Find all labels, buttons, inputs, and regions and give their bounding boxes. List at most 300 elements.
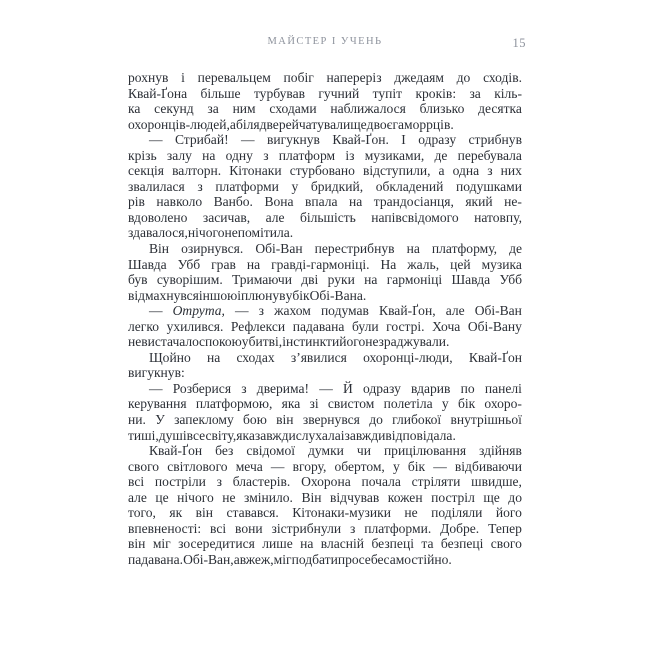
word: з <box>350 520 356 536</box>
word: швидше, <box>471 474 522 490</box>
word: відповідала. <box>385 427 456 443</box>
word: битві, <box>248 334 283 350</box>
word: Обі-Ван, <box>183 551 234 567</box>
word: впала <box>305 194 338 210</box>
word: перебувала <box>457 147 522 163</box>
word: рів <box>128 194 145 210</box>
word: але <box>265 209 285 225</box>
word: спокою <box>198 334 242 350</box>
word: у <box>291 178 299 194</box>
word: — <box>270 458 285 474</box>
word: де <box>434 147 448 163</box>
word: гаморрців. <box>392 116 454 132</box>
word: на <box>364 272 378 288</box>
word: десятка <box>478 101 522 117</box>
word: — <box>319 380 333 396</box>
text-line <box>128 459 522 475</box>
word: здавалося, <box>128 225 188 241</box>
word: гострі. <box>386 318 425 334</box>
word: гучний <box>318 85 360 101</box>
text-line <box>128 412 522 428</box>
word: свистом <box>327 396 375 412</box>
word: з <box>216 474 222 490</box>
word: без <box>215 443 234 459</box>
word: почала <box>361 474 401 490</box>
word: охоронці-люди, <box>363 349 453 365</box>
word: Тепер <box>488 520 522 536</box>
word: одразу <box>418 132 457 148</box>
word: його <box>339 334 366 350</box>
word: відступили, <box>362 163 431 179</box>
word: з <box>197 178 203 194</box>
word: свідомої <box>246 443 296 459</box>
word: який <box>465 194 493 210</box>
word: вони <box>235 520 263 536</box>
word: власній <box>320 536 365 552</box>
word: як <box>169 505 183 521</box>
text-line <box>128 179 522 195</box>
word: навколо <box>156 194 203 210</box>
word: чи <box>356 443 371 459</box>
word: платформ <box>278 147 336 163</box>
text-line <box>128 381 522 397</box>
word: думки <box>308 443 344 459</box>
word: Шавда <box>451 272 491 288</box>
word: наближалося <box>330 101 406 117</box>
word: поділяли <box>431 505 483 521</box>
word: Квай-Ґона <box>128 85 188 101</box>
word: турбував <box>253 85 306 101</box>
text-line <box>128 210 522 226</box>
word: по <box>460 380 475 396</box>
word: Добре. <box>440 520 480 536</box>
word: вистачало <box>141 334 199 350</box>
word: полетіла <box>383 396 433 412</box>
word: залу <box>166 147 192 163</box>
word: світлового <box>167 458 228 474</box>
word: Рефлекси <box>230 318 286 334</box>
word: з <box>258 303 265 319</box>
word: більше <box>200 85 241 101</box>
word: гравді-гармоніці. <box>271 256 370 272</box>
word: перевальцем <box>197 70 271 85</box>
word: був <box>128 272 148 288</box>
text-line <box>128 272 522 288</box>
word: до <box>369 412 383 428</box>
word: того, <box>128 505 156 521</box>
word: безпеці <box>371 536 414 552</box>
text-line <box>128 117 522 133</box>
text-line <box>128 490 522 506</box>
text-line <box>128 241 522 257</box>
word: Обі-Ван <box>255 241 303 257</box>
word: зі <box>309 396 319 412</box>
paragraph <box>128 443 522 567</box>
word: авжеж, <box>233 551 274 567</box>
word: Квай-Ґон <box>149 443 203 459</box>
word: не <box>128 334 142 350</box>
word: з’явилися <box>290 349 347 365</box>
word: — <box>433 458 447 474</box>
word: стріляти <box>411 474 461 490</box>
word: перестрибнув <box>314 241 395 257</box>
word: одразу <box>362 380 401 396</box>
word: і <box>237 287 242 303</box>
word: із <box>345 147 355 163</box>
word: І <box>401 132 406 148</box>
word: у <box>241 334 249 350</box>
word: Він <box>301 489 322 505</box>
word: вигукнув <box>266 132 320 148</box>
word: ставався. <box>226 505 279 521</box>
word: не- <box>504 194 522 210</box>
text-line <box>128 536 522 552</box>
text-line <box>128 474 522 490</box>
word: платформи <box>215 178 279 194</box>
paragraph <box>128 381 522 443</box>
word: панелі <box>484 380 522 396</box>
word: секунд <box>154 101 194 117</box>
text-line <box>128 350 522 366</box>
text-line <box>128 163 522 179</box>
word: з <box>241 380 247 396</box>
word: Квай-Ґон. <box>332 132 389 148</box>
word: Кітонаки <box>229 163 282 179</box>
word: на <box>246 256 261 272</box>
word: керування <box>128 396 187 412</box>
word: дверей <box>259 116 299 132</box>
word: — <box>149 132 163 148</box>
text-line <box>128 225 522 241</box>
word: з <box>487 163 493 179</box>
word: прицілювання <box>383 443 467 459</box>
word: свого <box>490 536 522 552</box>
word: грав <box>211 256 236 272</box>
word: нічого <box>177 489 214 505</box>
word: подбати <box>291 551 338 567</box>
text-line <box>128 443 522 459</box>
word: на <box>406 241 420 257</box>
word: Убб <box>499 272 522 288</box>
word: двоє <box>366 116 393 132</box>
word: на <box>349 194 363 210</box>
word: — <box>149 303 163 319</box>
text-line <box>128 505 522 521</box>
word: свого <box>128 458 160 474</box>
word: впевненості: <box>128 520 202 536</box>
word: рохнув <box>128 70 169 85</box>
word: меча <box>235 458 263 474</box>
word: Тримаючи <box>232 272 292 288</box>
text-line <box>128 288 522 304</box>
word: сходів. <box>483 70 522 85</box>
word: ним <box>232 101 256 117</box>
word: одна <box>452 163 480 179</box>
word: помітила. <box>237 225 294 241</box>
word: Хоча <box>432 318 461 334</box>
word: де <box>509 241 522 257</box>
word: він <box>128 536 146 552</box>
text-line <box>128 428 522 444</box>
word: засичав, <box>202 209 251 225</box>
word: жахом <box>274 303 311 319</box>
word: звалилася <box>128 178 185 194</box>
word: тупіт <box>372 85 403 101</box>
word: гармоніці <box>386 272 443 288</box>
word: Отрута, <box>172 303 225 319</box>
word: озирнувся. <box>181 241 244 257</box>
word: падавана <box>292 318 345 334</box>
word: Й <box>342 380 353 396</box>
word: до <box>508 489 522 505</box>
page-number: 15 <box>512 36 526 50</box>
word: платформою, <box>195 396 273 412</box>
text-line <box>128 101 522 117</box>
paragraph <box>128 132 522 241</box>
word: міг <box>152 536 171 552</box>
word: всесвіту, <box>186 427 237 443</box>
word: охоро- <box>484 396 522 412</box>
word: плюнув <box>241 287 286 303</box>
word: іншою <box>198 287 238 303</box>
word: не <box>404 505 418 521</box>
word: наперeріз <box>326 70 382 85</box>
text-line <box>128 396 522 412</box>
word: одну <box>225 147 253 163</box>
word: зістрибнули <box>271 520 342 536</box>
text-line <box>128 334 522 350</box>
running-head-title: МАЙСТЕР І УЧЕНЬ <box>267 36 383 47</box>
word: за <box>469 85 481 101</box>
word: близько <box>419 101 465 117</box>
word: Охорона <box>301 474 351 490</box>
word: падавана. <box>128 551 184 567</box>
word: змінило. <box>244 489 293 505</box>
word: вдоволено <box>128 209 188 225</box>
word: себе <box>358 551 384 567</box>
word: зосередитися <box>178 536 255 552</box>
word: вдарив <box>411 380 451 396</box>
word: цей <box>450 256 471 272</box>
word: бою <box>243 412 267 428</box>
word: звернувся <box>302 412 360 428</box>
word: побіг <box>283 70 314 85</box>
word: до <box>456 70 471 85</box>
word: напівсвідомого <box>371 209 459 225</box>
word: але <box>445 303 465 319</box>
word: сходах <box>236 349 275 365</box>
word: платформи. <box>364 520 432 536</box>
word: кроків: <box>415 85 457 101</box>
word: не <box>222 489 236 505</box>
word: — <box>235 303 249 319</box>
word: завжди <box>344 427 386 443</box>
text-line <box>128 86 522 102</box>
word: натовпу, <box>474 209 522 225</box>
word: суворішим. <box>156 272 223 288</box>
word: секція <box>128 163 165 179</box>
word: постріл <box>431 489 475 505</box>
word: відчував <box>330 489 380 505</box>
word: бік <box>292 287 310 303</box>
word: тиші, <box>128 427 159 443</box>
word: Квай-Ґон, <box>379 303 436 319</box>
word: бластерів. <box>232 474 291 490</box>
word: Обі-Ван <box>474 303 522 319</box>
word: У <box>155 412 165 428</box>
word: і <box>340 427 345 443</box>
word: руки <box>327 272 355 288</box>
word: всі <box>128 474 145 490</box>
word: були <box>352 318 379 334</box>
paragraph <box>128 70 522 132</box>
paragraph <box>128 303 522 350</box>
word: самостійно. <box>383 551 452 567</box>
word: більшість <box>299 209 356 225</box>
word: це <box>155 489 169 505</box>
word: він <box>276 412 294 428</box>
word: глибокої <box>392 412 442 428</box>
word: охоронців-людей, <box>128 116 230 132</box>
word: на <box>206 349 221 365</box>
word: Стрибай! <box>174 132 229 148</box>
word: відбиваючи <box>454 458 522 474</box>
word: нічого <box>187 225 225 241</box>
word: Квай-Ґон <box>468 349 522 365</box>
word: яка <box>236 427 255 443</box>
word: подумав <box>320 303 369 319</box>
word: Він <box>149 241 170 257</box>
word: ухилився. <box>166 318 224 334</box>
running-head <box>128 36 526 56</box>
word: стрибнув <box>468 132 522 148</box>
text-line <box>128 194 522 210</box>
word: внутрішньої <box>450 412 522 428</box>
word: Убб <box>177 256 201 272</box>
word: яка <box>281 396 301 412</box>
word: стурбовано <box>289 163 355 179</box>
word: на <box>300 536 314 552</box>
word: — <box>149 380 163 396</box>
word: його <box>495 505 522 521</box>
word: Обі-Вану <box>467 318 522 334</box>
text-line <box>128 70 522 86</box>
word: запеклому <box>174 412 234 428</box>
text-line <box>128 552 522 568</box>
word: міг <box>273 551 292 567</box>
text-line <box>128 521 522 537</box>
word: чатували <box>298 116 351 132</box>
word: Вона <box>264 194 294 210</box>
body-text-block <box>128 70 522 568</box>
word: бридкий, <box>310 178 364 194</box>
word: на <box>202 147 216 163</box>
word: них <box>500 163 522 179</box>
word: дверима! <box>256 380 310 396</box>
word: вгору, <box>292 458 327 474</box>
word: обкладений <box>375 178 444 194</box>
word: ка <box>128 101 141 117</box>
word: про <box>337 551 359 567</box>
word: та <box>421 536 434 552</box>
word: Щойно <box>149 349 191 365</box>
word: обертом, <box>334 458 385 474</box>
word: Обі-Вана. <box>309 287 367 303</box>
text-line <box>128 257 522 273</box>
paragraph <box>128 350 522 381</box>
word: і <box>181 70 185 85</box>
word: відмахнувся <box>128 287 199 303</box>
word: трандосіанця, <box>373 194 454 210</box>
word: Розберися <box>172 380 232 396</box>
word: лише <box>262 536 293 552</box>
word: ще <box>483 489 500 505</box>
word: бік <box>407 458 426 474</box>
word: слухала <box>295 427 341 443</box>
word: легко <box>128 318 159 334</box>
word: не <box>224 225 238 241</box>
word: душі <box>158 427 187 443</box>
word: у <box>441 396 449 412</box>
word: кожен <box>387 489 423 505</box>
word: валторн. <box>172 163 222 179</box>
word: джедаям <box>394 70 444 85</box>
word: ни. <box>128 412 146 428</box>
text-line <box>128 365 522 381</box>
word: а <box>438 163 445 179</box>
text-line <box>128 319 522 335</box>
word: крізь <box>128 147 157 163</box>
word: за <box>207 101 219 117</box>
text-line <box>128 148 522 164</box>
word: з <box>263 147 269 163</box>
word: дві <box>301 272 319 288</box>
word: жаль, <box>407 256 440 272</box>
word: безпеці <box>440 536 484 552</box>
word: у <box>392 458 400 474</box>
word: Кітонаки-музики <box>292 505 391 521</box>
word: подушками <box>456 178 522 194</box>
word: інстинкти <box>282 334 340 350</box>
text-line <box>128 303 522 319</box>
word: вигукнув: <box>128 365 185 381</box>
word: — <box>241 132 255 148</box>
word: не <box>365 334 379 350</box>
word: ще <box>350 116 367 132</box>
word: бік <box>457 396 476 412</box>
word: постріли <box>154 474 206 490</box>
word: але <box>128 489 147 505</box>
word: платформу, <box>431 241 498 257</box>
word: здійняв <box>479 443 522 459</box>
word: всі <box>210 520 227 536</box>
word: біля <box>235 116 260 132</box>
word: На <box>380 256 397 272</box>
word: у <box>285 287 293 303</box>
word: сходами <box>269 101 317 117</box>
word: кіль- <box>494 85 522 101</box>
text-line <box>128 132 522 148</box>
word: Ванбо. <box>213 194 253 210</box>
word: Шавда <box>128 256 167 272</box>
word: зраджували. <box>378 334 450 350</box>
word: він <box>195 505 214 521</box>
paragraph <box>128 241 522 303</box>
word: музика <box>481 256 522 272</box>
word: а <box>229 116 236 132</box>
word: завжди <box>254 427 296 443</box>
word: музиками, <box>364 147 425 163</box>
